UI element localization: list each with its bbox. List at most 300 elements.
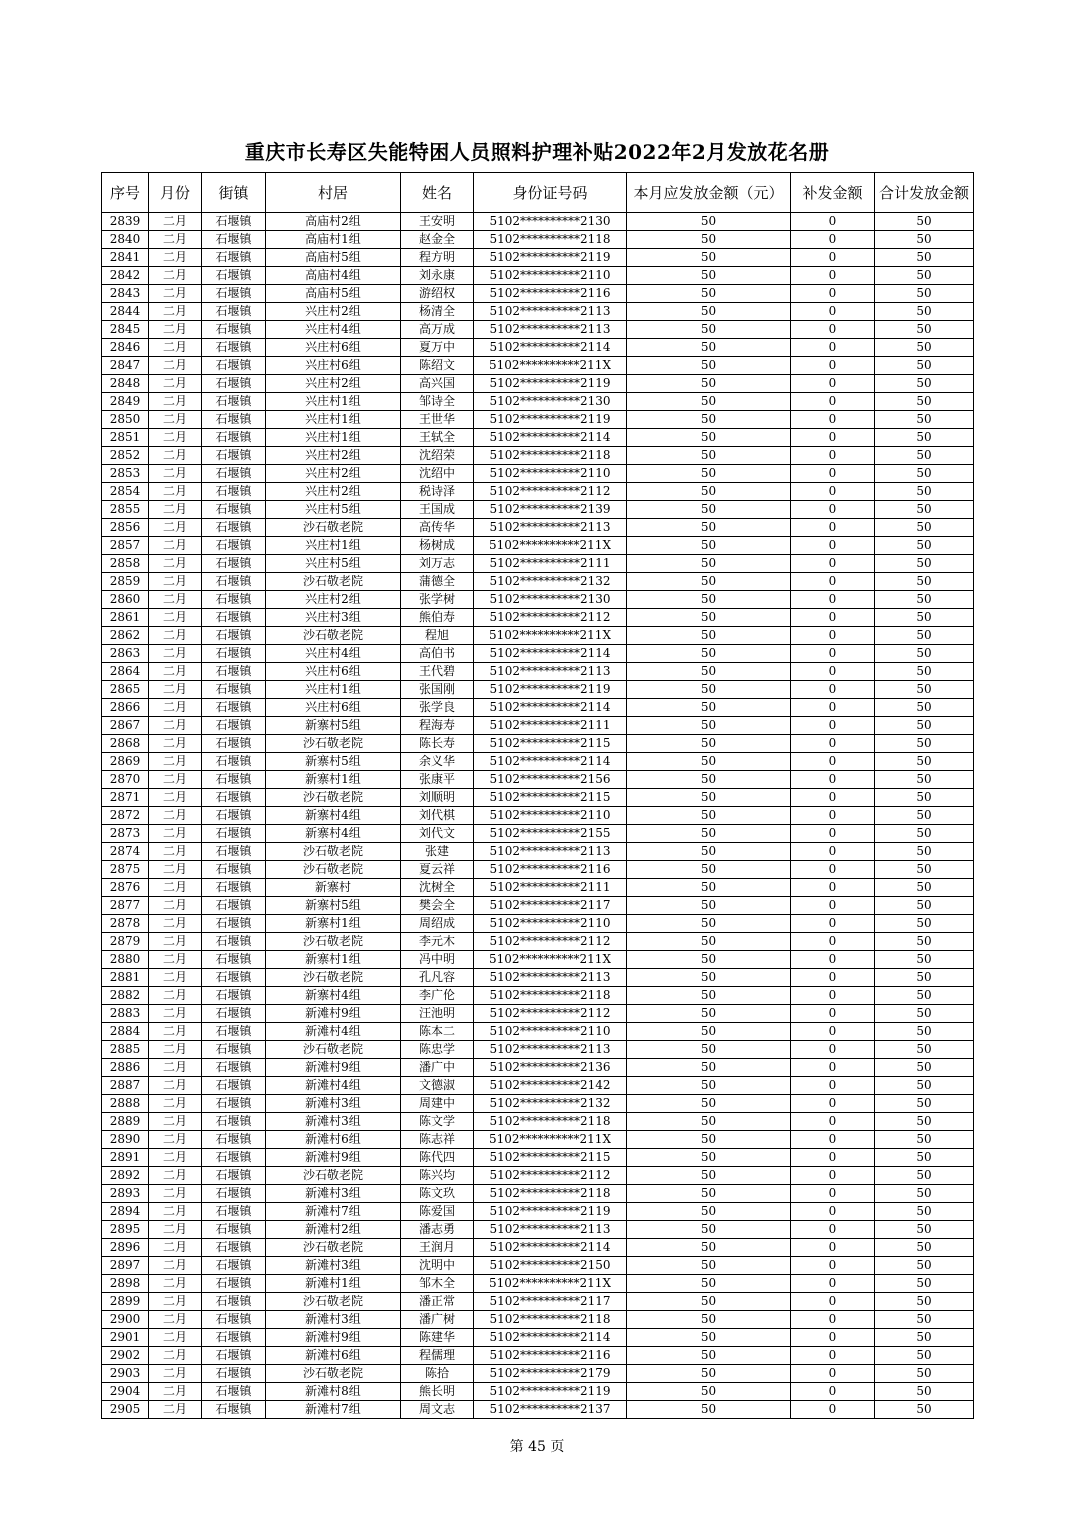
cell-town: 石堰镇 xyxy=(202,1167,266,1185)
cell-total: 50 xyxy=(875,249,974,267)
cell-village: 新滩村3组 xyxy=(266,1095,401,1113)
cell-name: 程儒理 xyxy=(401,1347,474,1365)
cell-index: 2867 xyxy=(102,717,149,735)
cell-month: 二月 xyxy=(149,1401,202,1419)
cell-index: 2850 xyxy=(102,411,149,429)
cell-total: 50 xyxy=(875,1005,974,1023)
table-row xyxy=(102,1257,974,1275)
cell-id-number: 5102**********2118 xyxy=(474,1113,627,1131)
cell-monthly-amount: 50 xyxy=(627,1329,791,1347)
table-row xyxy=(102,591,974,609)
cell-total: 50 xyxy=(875,1275,974,1293)
cell-index: 2893 xyxy=(102,1185,149,1203)
cell-town: 石堰镇 xyxy=(202,897,266,915)
cell-index: 2905 xyxy=(102,1401,149,1419)
cell-total: 50 xyxy=(875,1077,974,1095)
cell-id-number: 5102**********2118 xyxy=(474,1311,627,1329)
cell-back-pay: 0 xyxy=(791,591,875,609)
cell-monthly-amount: 50 xyxy=(627,411,791,429)
cell-month: 二月 xyxy=(149,1203,202,1221)
cell-index: 2878 xyxy=(102,915,149,933)
cell-total: 50 xyxy=(875,285,974,303)
cell-total: 50 xyxy=(875,645,974,663)
cell-index: 2854 xyxy=(102,483,149,501)
table-row xyxy=(102,789,974,807)
cell-total: 50 xyxy=(875,1221,974,1239)
cell-id-number: 5102**********2118 xyxy=(474,1185,627,1203)
cell-village: 兴庄村6组 xyxy=(266,699,401,717)
cell-back-pay: 0 xyxy=(791,1257,875,1275)
cell-back-pay: 0 xyxy=(791,1401,875,1419)
cell-total: 50 xyxy=(875,1185,974,1203)
cell-village: 兴庄村6组 xyxy=(266,663,401,681)
cell-back-pay: 0 xyxy=(791,1041,875,1059)
cell-id-number: 5102**********2114 xyxy=(474,645,627,663)
cell-back-pay: 0 xyxy=(791,1329,875,1347)
cell-total: 50 xyxy=(875,699,974,717)
cell-monthly-amount: 50 xyxy=(627,1311,791,1329)
cell-back-pay: 0 xyxy=(791,627,875,645)
cell-index: 2843 xyxy=(102,285,149,303)
table-row xyxy=(102,807,974,825)
page-title: 重庆市长寿区失能特困人员照料护理补贴2022年2月发放花名册 xyxy=(244,140,830,164)
cell-monthly-amount: 50 xyxy=(627,1131,791,1149)
cell-village: 沙石敬老院 xyxy=(266,843,401,861)
table-row xyxy=(102,1005,974,1023)
cell-village: 沙石敬老院 xyxy=(266,1239,401,1257)
cell-id-number: 5102**********2119 xyxy=(474,1203,627,1221)
cell-town: 石堰镇 xyxy=(202,1149,266,1167)
cell-index: 2883 xyxy=(102,1005,149,1023)
cell-town: 石堰镇 xyxy=(202,357,266,375)
cell-back-pay: 0 xyxy=(791,1113,875,1131)
table-row xyxy=(102,987,974,1005)
cell-name: 税诗泽 xyxy=(401,483,474,501)
cell-id-number: 5102**********2112 xyxy=(474,1167,627,1185)
cell-month: 二月 xyxy=(149,1113,202,1131)
cell-total: 50 xyxy=(875,1257,974,1275)
cell-monthly-amount: 50 xyxy=(627,1005,791,1023)
cell-village: 新滩村8组 xyxy=(266,1383,401,1401)
cell-month: 二月 xyxy=(149,609,202,627)
cell-month: 二月 xyxy=(149,897,202,915)
cell-village: 新滩村4组 xyxy=(266,1023,401,1041)
cell-month: 二月 xyxy=(149,321,202,339)
cell-total: 50 xyxy=(875,1167,974,1185)
cell-back-pay: 0 xyxy=(791,933,875,951)
table-row xyxy=(102,753,974,771)
cell-monthly-amount: 50 xyxy=(627,555,791,573)
cell-index: 2874 xyxy=(102,843,149,861)
cell-index: 2877 xyxy=(102,897,149,915)
cell-town: 石堰镇 xyxy=(202,717,266,735)
table-row xyxy=(102,717,974,735)
cell-town: 石堰镇 xyxy=(202,807,266,825)
roster-table xyxy=(101,172,974,1419)
table-row xyxy=(102,1239,974,1257)
cell-id-number: 5102**********2112 xyxy=(474,609,627,627)
cell-index: 2882 xyxy=(102,987,149,1005)
cell-total: 50 xyxy=(875,519,974,537)
cell-id-number: 5102**********2132 xyxy=(474,1095,627,1113)
cell-index: 2863 xyxy=(102,645,149,663)
cell-monthly-amount: 50 xyxy=(627,1347,791,1365)
cell-town: 石堰镇 xyxy=(202,879,266,897)
table-row xyxy=(102,609,974,627)
cell-total: 50 xyxy=(875,1401,974,1419)
cell-total: 50 xyxy=(875,879,974,897)
cell-town: 石堰镇 xyxy=(202,1347,266,1365)
cell-monthly-amount: 50 xyxy=(627,1203,791,1221)
cell-town: 石堰镇 xyxy=(202,1095,266,1113)
cell-village: 兴庄村2组 xyxy=(266,591,401,609)
table-row xyxy=(102,1185,974,1203)
cell-village: 新滩村9组 xyxy=(266,1059,401,1077)
cell-id-number: 5102**********2112 xyxy=(474,1005,627,1023)
cell-month: 二月 xyxy=(149,555,202,573)
cell-village: 沙石敬老院 xyxy=(266,1293,401,1311)
cell-total: 50 xyxy=(875,951,974,969)
cell-village: 兴庄村1组 xyxy=(266,429,401,447)
cell-name: 樊会全 xyxy=(401,897,474,915)
cell-monthly-amount: 50 xyxy=(627,1185,791,1203)
cell-month: 二月 xyxy=(149,1383,202,1401)
cell-monthly-amount: 50 xyxy=(627,1059,791,1077)
cell-month: 二月 xyxy=(149,1311,202,1329)
cell-total: 50 xyxy=(875,393,974,411)
cell-name: 沈绍荣 xyxy=(401,447,474,465)
cell-village: 高庙村4组 xyxy=(266,267,401,285)
cell-id-number: 5102**********2115 xyxy=(474,1149,627,1167)
table-row xyxy=(102,1095,974,1113)
cell-name: 陈爱国 xyxy=(401,1203,474,1221)
cell-name: 周绍成 xyxy=(401,915,474,933)
cell-back-pay: 0 xyxy=(791,717,875,735)
cell-id-number: 5102**********2116 xyxy=(474,1347,627,1365)
table-row xyxy=(102,1203,974,1221)
cell-total: 50 xyxy=(875,573,974,591)
cell-index: 2857 xyxy=(102,537,149,555)
cell-back-pay: 0 xyxy=(791,1365,875,1383)
cell-index: 2852 xyxy=(102,447,149,465)
cell-total: 50 xyxy=(875,1293,974,1311)
cell-month: 二月 xyxy=(149,1023,202,1041)
table-row xyxy=(102,249,974,267)
cell-index: 2848 xyxy=(102,375,149,393)
cell-name: 陈拾 xyxy=(401,1365,474,1383)
cell-total: 50 xyxy=(875,303,974,321)
cell-town: 石堰镇 xyxy=(202,663,266,681)
cell-town: 石堰镇 xyxy=(202,771,266,789)
cell-monthly-amount: 50 xyxy=(627,645,791,663)
cell-name: 熊长明 xyxy=(401,1383,474,1401)
cell-monthly-amount: 50 xyxy=(627,897,791,915)
cell-index: 2842 xyxy=(102,267,149,285)
cell-total: 50 xyxy=(875,231,974,249)
cell-name: 陈本二 xyxy=(401,1023,474,1041)
header-id-number: 身份证号码 xyxy=(474,173,627,213)
cell-name: 游绍权 xyxy=(401,285,474,303)
cell-month: 二月 xyxy=(149,879,202,897)
cell-index: 2871 xyxy=(102,789,149,807)
cell-month: 二月 xyxy=(149,663,202,681)
cell-name: 李元木 xyxy=(401,933,474,951)
cell-index: 2900 xyxy=(102,1311,149,1329)
cell-monthly-amount: 50 xyxy=(627,627,791,645)
cell-index: 2840 xyxy=(102,231,149,249)
cell-back-pay: 0 xyxy=(791,987,875,1005)
cell-id-number: 5102**********2114 xyxy=(474,1239,627,1257)
cell-back-pay: 0 xyxy=(791,213,875,231)
cell-back-pay: 0 xyxy=(791,681,875,699)
cell-name: 熊伯寿 xyxy=(401,609,474,627)
cell-index: 2881 xyxy=(102,969,149,987)
cell-town: 石堰镇 xyxy=(202,861,266,879)
cell-village: 兴庄村1组 xyxy=(266,411,401,429)
table-row xyxy=(102,303,974,321)
cell-id-number: 5102**********2118 xyxy=(474,987,627,1005)
cell-monthly-amount: 50 xyxy=(627,969,791,987)
cell-village: 兴庄村2组 xyxy=(266,447,401,465)
cell-monthly-amount: 50 xyxy=(627,1149,791,1167)
cell-index: 2899 xyxy=(102,1293,149,1311)
table-row xyxy=(102,969,974,987)
cell-total: 50 xyxy=(875,1311,974,1329)
cell-town: 石堰镇 xyxy=(202,285,266,303)
cell-month: 二月 xyxy=(149,753,202,771)
cell-village: 新寨村1组 xyxy=(266,915,401,933)
cell-index: 2859 xyxy=(102,573,149,591)
cell-id-number: 5102**********2139 xyxy=(474,501,627,519)
cell-village: 兴庄村1组 xyxy=(266,537,401,555)
header-monthly-amount: 本月应发放金额（元） xyxy=(627,173,791,213)
cell-name: 高伯书 xyxy=(401,645,474,663)
cell-total: 50 xyxy=(875,807,974,825)
header-row xyxy=(102,173,974,213)
cell-back-pay: 0 xyxy=(791,1239,875,1257)
cell-back-pay: 0 xyxy=(791,231,875,249)
cell-village: 兴庄村2组 xyxy=(266,483,401,501)
cell-id-number: 5102**********2112 xyxy=(474,933,627,951)
cell-id-number: 5102**********2116 xyxy=(474,861,627,879)
cell-back-pay: 0 xyxy=(791,573,875,591)
table-row xyxy=(102,519,974,537)
cell-back-pay: 0 xyxy=(791,1347,875,1365)
cell-id-number: 5102**********2150 xyxy=(474,1257,627,1275)
cell-id-number: 5102**********2119 xyxy=(474,249,627,267)
cell-back-pay: 0 xyxy=(791,303,875,321)
cell-month: 二月 xyxy=(149,825,202,843)
cell-back-pay: 0 xyxy=(791,1005,875,1023)
cell-total: 50 xyxy=(875,1095,974,1113)
cell-village: 新寨村 xyxy=(266,879,401,897)
cell-index: 2896 xyxy=(102,1239,149,1257)
cell-village: 兴庄村2组 xyxy=(266,465,401,483)
cell-index: 2853 xyxy=(102,465,149,483)
cell-id-number: 5102**********2130 xyxy=(474,591,627,609)
cell-month: 二月 xyxy=(149,249,202,267)
cell-index: 2898 xyxy=(102,1275,149,1293)
cell-total: 50 xyxy=(875,591,974,609)
table-row xyxy=(102,897,974,915)
cell-index: 2904 xyxy=(102,1383,149,1401)
cell-month: 二月 xyxy=(149,915,202,933)
cell-month: 二月 xyxy=(149,447,202,465)
cell-name: 陈文玖 xyxy=(401,1185,474,1203)
cell-monthly-amount: 50 xyxy=(627,591,791,609)
cell-total: 50 xyxy=(875,483,974,501)
cell-total: 50 xyxy=(875,411,974,429)
cell-village: 沙石敬老院 xyxy=(266,1167,401,1185)
table-row xyxy=(102,1293,974,1311)
cell-name: 张康平 xyxy=(401,771,474,789)
header-town: 街镇 xyxy=(202,173,266,213)
cell-month: 二月 xyxy=(149,429,202,447)
cell-name: 张学良 xyxy=(401,699,474,717)
cell-month: 二月 xyxy=(149,1095,202,1113)
cell-monthly-amount: 50 xyxy=(627,267,791,285)
cell-village: 新滩村7组 xyxy=(266,1401,401,1419)
cell-village: 沙石敬老院 xyxy=(266,735,401,753)
cell-name: 沈明中 xyxy=(401,1257,474,1275)
cell-village: 新滩村6组 xyxy=(266,1347,401,1365)
cell-town: 石堰镇 xyxy=(202,1365,266,1383)
cell-month: 二月 xyxy=(149,213,202,231)
cell-monthly-amount: 50 xyxy=(627,1167,791,1185)
cell-index: 2879 xyxy=(102,933,149,951)
cell-back-pay: 0 xyxy=(791,807,875,825)
cell-total: 50 xyxy=(875,501,974,519)
cell-id-number: 5102**********2114 xyxy=(474,699,627,717)
cell-month: 二月 xyxy=(149,501,202,519)
cell-total: 50 xyxy=(875,465,974,483)
cell-name: 李广伦 xyxy=(401,987,474,1005)
cell-id-number: 5102**********2115 xyxy=(474,735,627,753)
cell-town: 石堰镇 xyxy=(202,645,266,663)
cell-name: 王轼全 xyxy=(401,429,474,447)
cell-index: 2870 xyxy=(102,771,149,789)
cell-name: 沈树全 xyxy=(401,879,474,897)
cell-month: 二月 xyxy=(149,843,202,861)
cell-name: 陈绍文 xyxy=(401,357,474,375)
cell-id-number: 5102**********2111 xyxy=(474,717,627,735)
cell-name: 潘志勇 xyxy=(401,1221,474,1239)
cell-id-number: 5102**********2155 xyxy=(474,825,627,843)
cell-id-number: 5102**********211X xyxy=(474,951,627,969)
cell-village: 兴庄村6组 xyxy=(266,339,401,357)
cell-total: 50 xyxy=(875,627,974,645)
table-row xyxy=(102,231,974,249)
cell-back-pay: 0 xyxy=(791,915,875,933)
cell-id-number: 5102**********2112 xyxy=(474,483,627,501)
cell-village: 沙石敬老院 xyxy=(266,573,401,591)
cell-monthly-amount: 50 xyxy=(627,1383,791,1401)
cell-month: 二月 xyxy=(149,1293,202,1311)
cell-month: 二月 xyxy=(149,933,202,951)
cell-total: 50 xyxy=(875,987,974,1005)
cell-monthly-amount: 50 xyxy=(627,1095,791,1113)
cell-id-number: 5102**********211X xyxy=(474,357,627,375)
cell-id-number: 5102**********2137 xyxy=(474,1401,627,1419)
cell-total: 50 xyxy=(875,1023,974,1041)
table-row xyxy=(102,1401,974,1419)
cell-month: 二月 xyxy=(149,1185,202,1203)
cell-month: 二月 xyxy=(149,771,202,789)
cell-back-pay: 0 xyxy=(791,1059,875,1077)
table-row xyxy=(102,1077,974,1095)
table-row xyxy=(102,627,974,645)
cell-total: 50 xyxy=(875,1329,974,1347)
cell-id-number: 5102**********2119 xyxy=(474,411,627,429)
cell-id-number: 5102**********2130 xyxy=(474,393,627,411)
cell-village: 新滩村3组 xyxy=(266,1257,401,1275)
cell-monthly-amount: 50 xyxy=(627,951,791,969)
cell-town: 石堰镇 xyxy=(202,537,266,555)
cell-total: 50 xyxy=(875,1347,974,1365)
cell-index: 2860 xyxy=(102,591,149,609)
cell-back-pay: 0 xyxy=(791,1203,875,1221)
cell-month: 二月 xyxy=(149,339,202,357)
table-row xyxy=(102,825,974,843)
table-row xyxy=(102,411,974,429)
cell-month: 二月 xyxy=(149,537,202,555)
cell-town: 石堰镇 xyxy=(202,393,266,411)
cell-village: 高庙村2组 xyxy=(266,213,401,231)
table-row xyxy=(102,663,974,681)
cell-monthly-amount: 50 xyxy=(627,357,791,375)
cell-name: 王安明 xyxy=(401,213,474,231)
cell-id-number: 5102**********2117 xyxy=(474,1293,627,1311)
cell-id-number: 5102**********2113 xyxy=(474,519,627,537)
cell-town: 石堰镇 xyxy=(202,375,266,393)
cell-name: 汪池明 xyxy=(401,1005,474,1023)
cell-monthly-amount: 50 xyxy=(627,447,791,465)
cell-id-number: 5102**********2114 xyxy=(474,339,627,357)
cell-month: 二月 xyxy=(149,411,202,429)
cell-monthly-amount: 50 xyxy=(627,303,791,321)
cell-town: 石堰镇 xyxy=(202,1059,266,1077)
cell-back-pay: 0 xyxy=(791,699,875,717)
cell-id-number: 5102**********2113 xyxy=(474,303,627,321)
cell-back-pay: 0 xyxy=(791,321,875,339)
cell-monthly-amount: 50 xyxy=(627,1041,791,1059)
cell-name: 刘代棋 xyxy=(401,807,474,825)
cell-monthly-amount: 50 xyxy=(627,1365,791,1383)
cell-back-pay: 0 xyxy=(791,1023,875,1041)
table-row xyxy=(102,1311,974,1329)
cell-index: 2866 xyxy=(102,699,149,717)
cell-total: 50 xyxy=(875,537,974,555)
cell-monthly-amount: 50 xyxy=(627,879,791,897)
cell-town: 石堰镇 xyxy=(202,753,266,771)
cell-index: 2892 xyxy=(102,1167,149,1185)
cell-id-number: 5102**********2110 xyxy=(474,267,627,285)
cell-name: 刘万志 xyxy=(401,555,474,573)
cell-index: 2875 xyxy=(102,861,149,879)
cell-back-pay: 0 xyxy=(791,1221,875,1239)
cell-name: 王世华 xyxy=(401,411,474,429)
cell-name: 陈代四 xyxy=(401,1149,474,1167)
cell-total: 50 xyxy=(875,609,974,627)
cell-total: 50 xyxy=(875,321,974,339)
cell-name: 周文志 xyxy=(401,1401,474,1419)
cell-back-pay: 0 xyxy=(791,1167,875,1185)
page-number: 第 45 页 xyxy=(509,1439,565,1455)
cell-back-pay: 0 xyxy=(791,285,875,303)
cell-monthly-amount: 50 xyxy=(627,1077,791,1095)
header-name: 姓名 xyxy=(401,173,474,213)
cell-monthly-amount: 50 xyxy=(627,573,791,591)
